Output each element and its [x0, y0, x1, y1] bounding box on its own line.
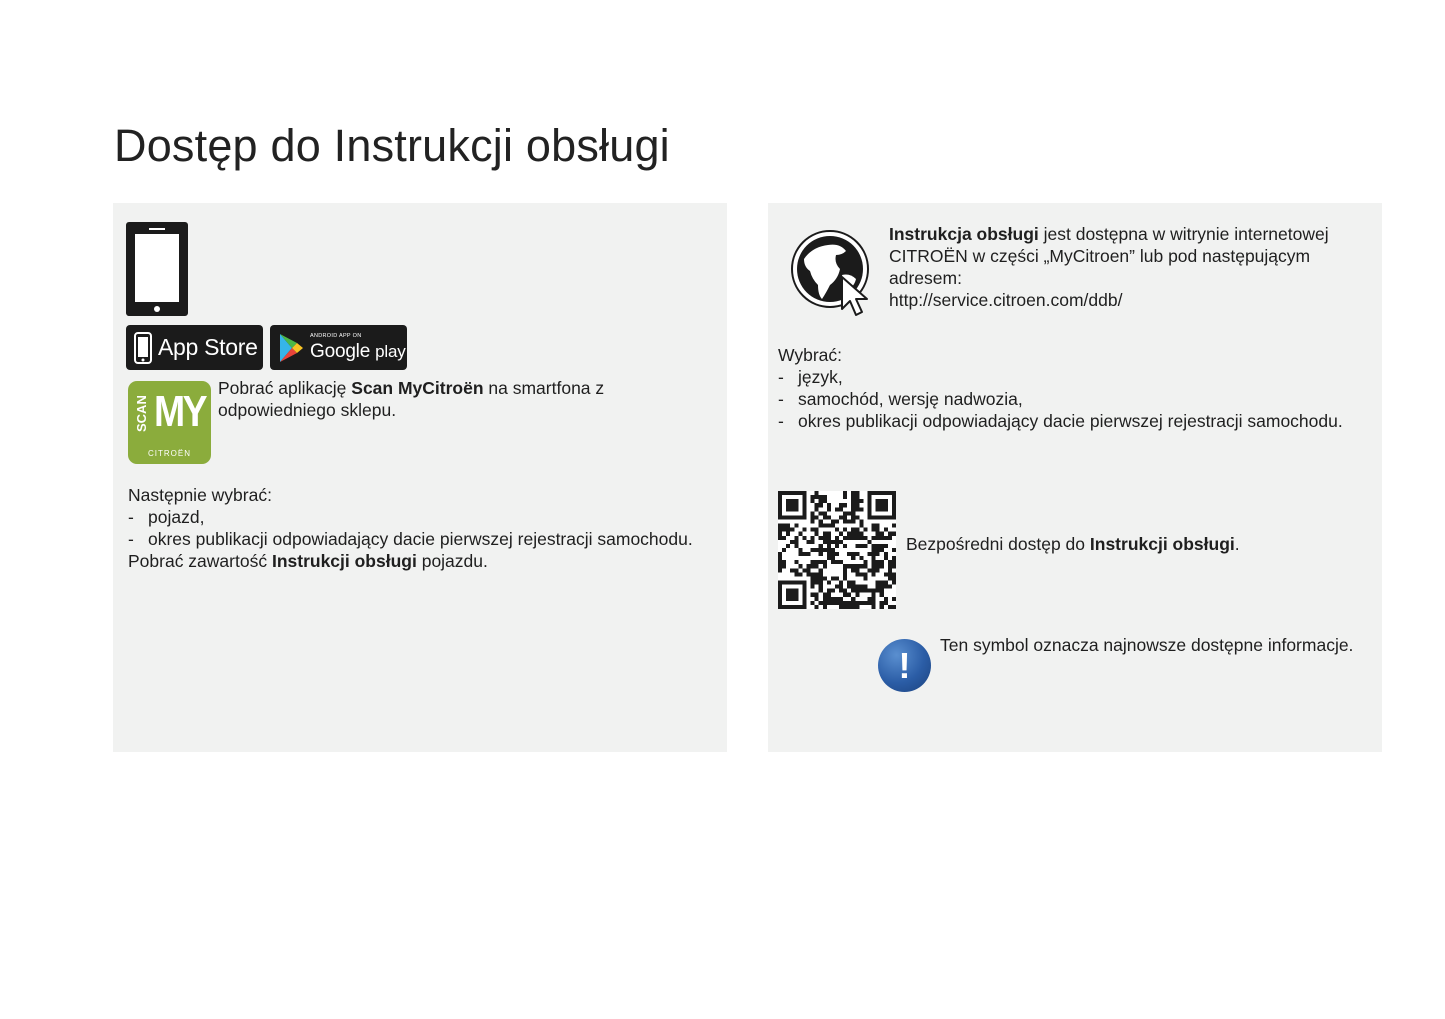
next-steps-heading: Następnie wybrać:	[128, 485, 272, 505]
list-item-text: samochód, wersję nadwozia,	[798, 389, 1023, 409]
manual-url-link[interactable]: http://service.citroen.com/ddb/	[889, 290, 1123, 310]
qr-code[interactable]	[778, 491, 896, 609]
app-store-label: App Store	[158, 334, 258, 360]
web-intro-text	[889, 223, 1349, 311]
download-instruction	[218, 377, 718, 421]
qr-text-post: .	[1234, 534, 1240, 554]
final-text-bold: Instrukcji obsługi	[271, 551, 417, 571]
list-item	[128, 528, 718, 550]
intro-rest: jest dostępna w witrynie internetowej CITROËN w części „MyCitroen” lub pod następującym adresem:	[889, 224, 1329, 288]
google-play-play-label: play	[375, 341, 406, 361]
download-app-name: Scan MyCitroën	[351, 378, 484, 398]
intro-bold: Instrukcja obsługi	[889, 224, 1039, 244]
list-dash: -	[778, 411, 784, 431]
list-item	[778, 388, 1378, 410]
list-item-text: język,	[798, 367, 843, 387]
qr-direct-access-text	[906, 533, 1366, 555]
list-dash: -	[128, 529, 134, 549]
download-text-pre: Pobrać aplikację	[218, 378, 352, 398]
final-text-pre: Pobrać zawartość	[128, 551, 272, 571]
google-play-triangle-icon	[278, 333, 304, 363]
choose-block	[778, 344, 1378, 432]
final-text-post: pojazdu.	[416, 551, 488, 571]
app-access-panel	[113, 203, 727, 752]
apple-icon	[134, 332, 152, 364]
next-steps-block	[128, 484, 718, 572]
info-symbol-text: Ten symbol oznacza najnowsze dostępne informacje.	[940, 635, 1354, 655]
list-dash: -	[128, 507, 134, 527]
list-dash: -	[778, 389, 784, 409]
google-play-badge[interactable]	[270, 325, 407, 370]
scanmy-scan-text: SCAN	[134, 395, 149, 433]
scan-mycitroen-app-icon	[128, 381, 211, 464]
list-item-text: okres publikacji odpowiadający dacie pierwszej rejestracji samochodu.	[798, 411, 1343, 431]
globe-cursor-icon	[790, 229, 880, 319]
list-item	[128, 506, 718, 528]
app-store-badge[interactable]	[126, 325, 263, 370]
list-item-text: okres publikacji odpowiadający dacie pierwszej rejestracji samochodu.	[148, 529, 693, 549]
download-content-line	[128, 550, 718, 572]
google-play-label: Google	[310, 340, 371, 362]
smartphone-icon	[126, 222, 188, 316]
qr-text-pre: Bezpośredni dostęp do	[906, 534, 1090, 554]
list-item	[778, 366, 1378, 388]
scanmy-my-text: MY	[154, 387, 205, 436]
list-dash: -	[778, 367, 784, 387]
choose-heading: Wybrać:	[778, 345, 843, 365]
page-title: Dostęp do Instrukcji obsługi	[114, 120, 670, 171]
download-text-post: na smartfona z odpowiedniego sklepu.	[218, 378, 605, 420]
qr-text-bold: Instrukcji obsługi	[1089, 534, 1235, 554]
scanmy-brand-text: CITROËN	[148, 449, 191, 458]
google-play-small-label: ANDROID APP ON	[310, 333, 362, 340]
list-item-text: pojazd,	[148, 507, 205, 527]
list-item	[778, 410, 1378, 432]
info-exclamation-icon: !	[878, 639, 931, 692]
web-access-panel	[768, 203, 1382, 752]
